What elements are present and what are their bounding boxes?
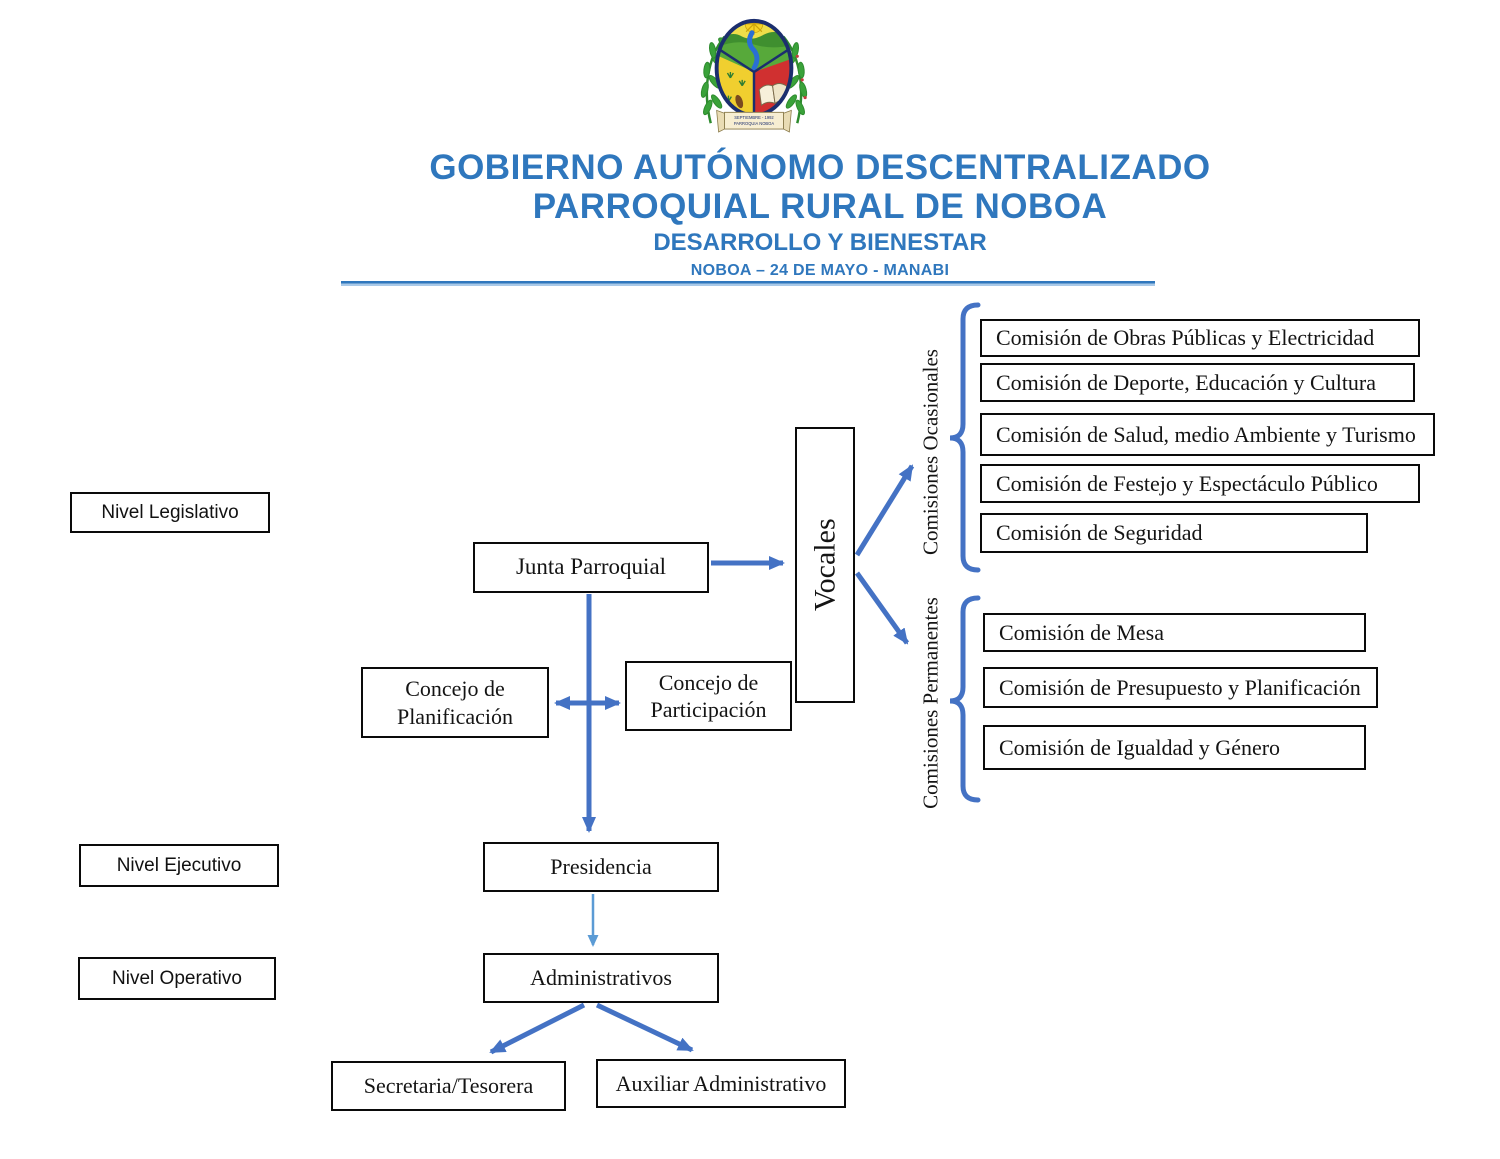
comision-salud-box bbox=[980, 413, 1435, 456]
comision-obras-publicas-label: Comisión de Obras Públicas y Electricidad bbox=[996, 325, 1375, 351]
vocales-box bbox=[795, 427, 855, 703]
page-header bbox=[330, 148, 1310, 280]
concejo-participacion-label: Concejo de Participación bbox=[650, 669, 767, 722]
title-line1: GOBIERNO AUTÓNOMO DESCENTRALIZADO bbox=[429, 148, 1211, 187]
arrow-vocales-to-ocasionales bbox=[857, 466, 912, 555]
brace-comisiones-ocasionales bbox=[950, 305, 978, 570]
level-operativo-label: Nivel Operativo bbox=[112, 967, 242, 989]
comision-seguridad-box bbox=[980, 513, 1368, 553]
presidencia-label: Presidencia bbox=[550, 854, 652, 880]
arrow-vocales-to-permanentes bbox=[857, 573, 907, 643]
crest-banner bbox=[717, 110, 792, 132]
auxiliar-administrativo-box bbox=[596, 1059, 846, 1108]
concejo-participacion-box bbox=[625, 661, 792, 731]
parish-crest-logo bbox=[695, 10, 813, 136]
comision-mesa-box bbox=[983, 613, 1366, 652]
comision-presupuesto-box bbox=[983, 667, 1378, 708]
comision-mesa-label: Comisión de Mesa bbox=[999, 619, 1164, 645]
junta-parroquial-box bbox=[473, 542, 709, 593]
comision-festejo-label: Comisión de Festejo y Espectáculo Público bbox=[996, 470, 1378, 496]
level-box-operativo bbox=[78, 957, 276, 1000]
comision-seguridad-label: Comisión de Seguridad bbox=[996, 520, 1203, 546]
auxiliar-administrativo-label: Auxiliar Administrativo bbox=[615, 1070, 827, 1096]
banner-line2: PARROQUIA NOBOA bbox=[733, 121, 775, 127]
subtitle: DESARROLLO Y BIENESTAR bbox=[653, 229, 987, 256]
comision-igualdad-label: Comisión de Igualdad y Género bbox=[999, 734, 1281, 760]
comisiones-permanentes-label: Comisiones Permanentes bbox=[918, 597, 943, 809]
junta-parroquial-label: Junta Parroquial bbox=[515, 554, 667, 580]
vocales-label: Vocales bbox=[808, 518, 842, 612]
location-line: NOBOA – 24 DE MAYO - MANABI bbox=[690, 262, 950, 279]
administrativos-box bbox=[483, 953, 719, 1003]
arrow-administrativos-to-auxiliar bbox=[597, 1005, 692, 1050]
level-box-legislativo bbox=[70, 492, 270, 533]
level-box-ejecutivo bbox=[79, 844, 279, 887]
title-line2: PARROQUIAL RURAL DE NOBOA bbox=[532, 187, 1108, 226]
secretaria-tesorera-box bbox=[331, 1061, 566, 1111]
comision-deporte-box bbox=[980, 363, 1415, 402]
banner-line1: SEPTIEMBRE - 1992 bbox=[734, 115, 774, 121]
administrativos-label: Administrativos bbox=[530, 965, 672, 991]
comision-igualdad-box bbox=[983, 725, 1366, 770]
comision-festejo-box bbox=[980, 464, 1420, 503]
comision-obras-publicas-box bbox=[980, 319, 1420, 357]
comision-deporte-label: Comisión de Deporte, Educación y Cultura bbox=[996, 369, 1377, 395]
header-divider-rule bbox=[341, 281, 1155, 286]
level-legislativo-label: Nivel Legislativo bbox=[101, 501, 239, 523]
arrow-administrativos-to-secretaria bbox=[491, 1005, 584, 1052]
comisiones-ocasionales-label: Comisiones Ocasionales bbox=[918, 349, 943, 555]
presidencia-box bbox=[483, 842, 719, 892]
comision-presupuesto-label: Comisión de Presupuesto y Planificación bbox=[999, 674, 1361, 700]
concejo-planificacion-box bbox=[361, 667, 549, 738]
secretaria-tesorera-label: Secretaria/Tesorera bbox=[363, 1073, 534, 1099]
concejo-planificacion-label: Concejo de Planificación bbox=[396, 676, 514, 729]
brace-comisiones-permanentes bbox=[950, 598, 978, 800]
comision-salud-label: Comisión de Salud, medio Ambiente y Turismo bbox=[996, 421, 1416, 447]
level-ejecutivo-label: Nivel Ejecutivo bbox=[116, 854, 242, 876]
